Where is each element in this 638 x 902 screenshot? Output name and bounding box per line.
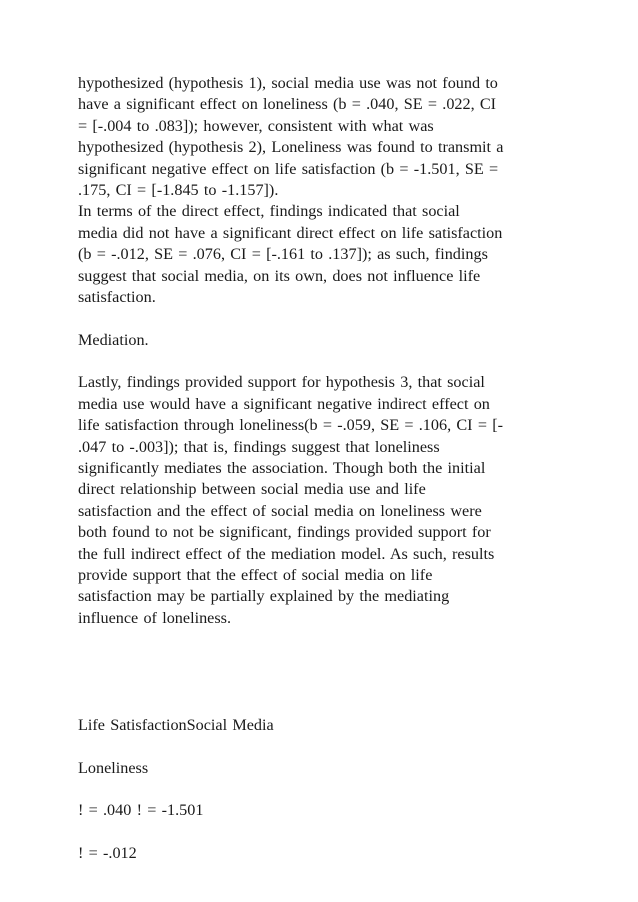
text-line: satisfaction. bbox=[78, 287, 156, 306]
text-line: direct relationship between social media use and life bbox=[78, 480, 426, 499]
text-line: the full indirect effect of the mediation model. As such, results bbox=[78, 544, 495, 563]
text-line: .047 to -.003]); that is, findings suggest that loneliness bbox=[78, 437, 440, 456]
document-page bbox=[78, 73, 598, 864]
text-line: satisfaction and the effect of social media on loneliness were bbox=[78, 501, 482, 520]
text-line: hypothesized (hypothesis 1), social media use was not found to bbox=[78, 74, 498, 92]
paragraph-direct-effect bbox=[78, 201, 598, 308]
spacer bbox=[78, 672, 598, 715]
text-line: significant negative effect on life satisfaction (b = -1.501, SE = bbox=[78, 159, 499, 178]
text-line: influence of loneliness. bbox=[78, 608, 231, 627]
text-line: hypothesized (hypothesis 2), Loneliness was found to transmit a bbox=[78, 138, 504, 157]
paragraph-mediation bbox=[78, 372, 598, 629]
text-line: provide support that the effect of social media on life bbox=[78, 565, 433, 584]
text-line: = [-.004 to .083]); however, consistent with what was bbox=[78, 116, 434, 135]
figure-residual-text bbox=[78, 715, 598, 865]
text-line: have a significant effect on loneliness (b = .040, SE = .022, CI bbox=[78, 95, 497, 114]
text-line: suggest that social media, on its own, does not influence life bbox=[78, 266, 481, 285]
text-line: .175, CI = [-1.845 to -1.157]). bbox=[78, 180, 279, 199]
text-line: In terms of the direct effect, findings indicated that social bbox=[78, 202, 460, 221]
spacer bbox=[78, 351, 598, 372]
text-line: (b = -.012, SE = .076, CI = [-.161 to .137]); as such, findings bbox=[78, 245, 488, 264]
spacer bbox=[78, 308, 598, 329]
spacer bbox=[78, 629, 598, 672]
figure-mediator-label: Loneliness bbox=[78, 758, 149, 777]
spacer bbox=[78, 736, 598, 757]
text-line: life satisfaction through loneliness(b = -.059, SE = .106, CI = [- bbox=[78, 416, 503, 435]
text-line: both found to not be significant, findings provided support for bbox=[78, 523, 491, 542]
text-line: significantly mediates the association. Though both the initial bbox=[78, 459, 486, 478]
figure-labels-line: Life SatisfactionSocial Media bbox=[78, 715, 274, 734]
spacer bbox=[78, 779, 598, 800]
text-line: media use would have a significant negative indirect effect on bbox=[78, 394, 490, 413]
text-line: media did not have a significant direct effect on life satisfaction bbox=[78, 223, 503, 242]
spacer bbox=[78, 822, 598, 843]
text-line: Lastly, findings provided support for hypothesis 3, that social bbox=[78, 373, 485, 392]
paragraph-indirect-effects bbox=[78, 73, 598, 201]
figure-path-coefficients: ! = .040 ! = -1.501 bbox=[78, 801, 204, 820]
section-heading: Mediation. bbox=[78, 330, 149, 349]
figure-direct-path-coefficient: ! = -.012 bbox=[78, 844, 137, 863]
text-line: satisfaction may be partially explained by the mediating bbox=[78, 587, 450, 606]
